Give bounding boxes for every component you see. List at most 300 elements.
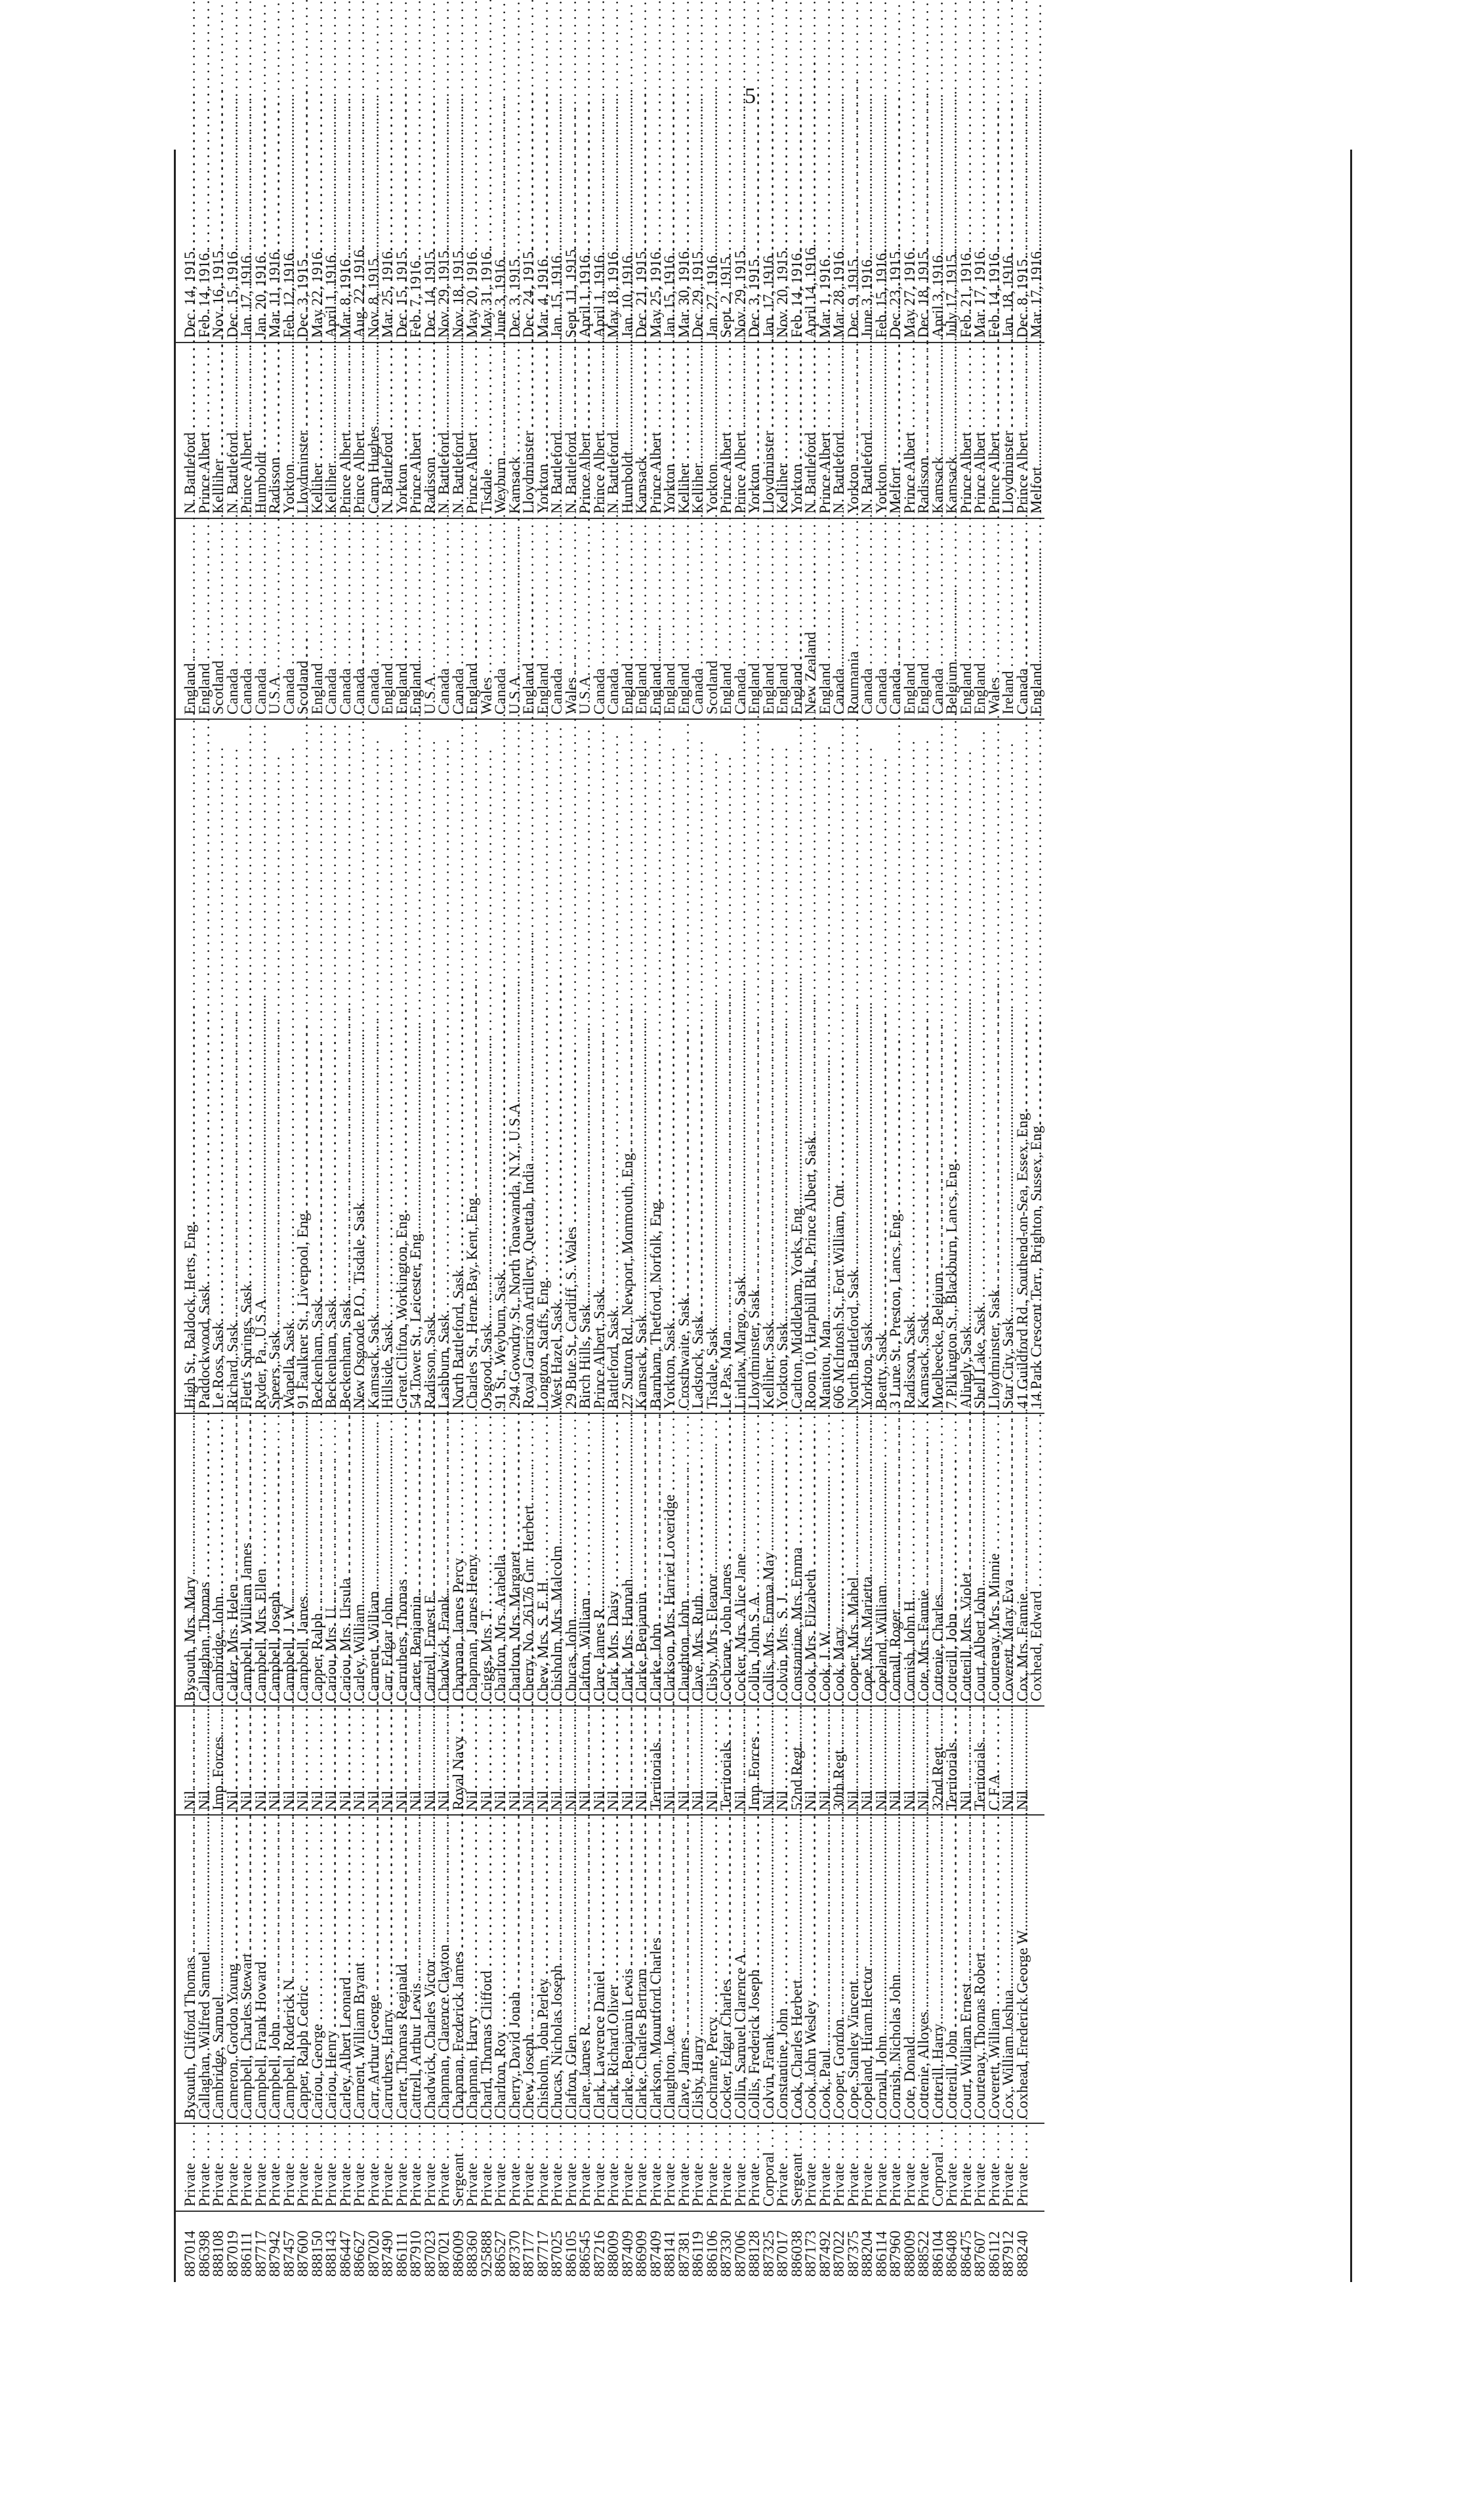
soldier-name-cell: Carter, Thomas Reginald . . . — [396, 1815, 410, 2123]
country-of-birth-cell: Scotland . . . — [297, 518, 311, 719]
regimental-number-cell: 886112 — [985, 2231, 1003, 2277]
soldier-name-cell: Campbell, Frank Howard . . . — [255, 1815, 269, 2123]
next-of-kin-cell: Calder, Mrs. Helen . . . — [226, 1413, 241, 1706]
soldier-name-cell: Cote, Donald . . . — [903, 1815, 918, 2123]
place-of-enlistment-cell: Radisson . . . — [268, 343, 283, 518]
next-of-kin-address-cell: Ryder, Pa., U.S.A. . . . — [255, 719, 269, 1413]
place-of-enlistment-cell: Melfort . . . — [1030, 343, 1044, 518]
rank-cell: Private . . . — [819, 2123, 833, 2211]
date-of-enlistment-cell: May 25, 1916. — [649, 150, 664, 343]
date-of-enlistment-cell: Dec. 29, 1915. — [691, 150, 706, 343]
rank-cell: Private . . . — [974, 2123, 988, 2211]
date-of-enlistment-cell: Feb. 21, 1916. — [960, 150, 974, 343]
date-of-enlistment-cell: Dec. 3, 1915. — [748, 150, 762, 343]
place-of-enlistment-cell: Lloydminster . . . — [522, 343, 537, 518]
next-of-kin-address-cell: New Osgoode P.O., Tisdale, Sask. . . . — [353, 719, 367, 1413]
place-of-enlistment-cell: Yorkton . . . — [537, 343, 551, 518]
next-of-kin-cell: Charlton, Mrs. Margaret . . . — [508, 1413, 523, 1706]
former-corps-cell: Nil — [706, 1706, 720, 1815]
soldier-name-cell: Clarkson, Mountford Charles . . . — [649, 1815, 664, 2123]
next-of-kin-address-cell: North Battleford, Sask. . . . — [452, 719, 466, 1413]
country-of-birth-cell: England . . . — [776, 518, 791, 719]
regimental-number-cell: 887457 — [280, 2230, 298, 2277]
former-corps-cell: Territorials — [974, 1706, 988, 1815]
soldier-name-cell: Clarke, Charles Bertram . . . — [635, 1815, 649, 2123]
place-of-enlistment-cell: Prince Albert . . . — [649, 343, 664, 518]
rank-cell: Private . . . — [508, 2123, 523, 2211]
date-of-enlistment-cell: Feb. 14, 1916. — [198, 150, 213, 343]
date-of-enlistment-cell: June 3, 1916. — [494, 150, 508, 343]
rank-cell: Private . . . — [522, 2123, 537, 2211]
country-of-birth-cell: England . . . — [537, 518, 551, 719]
former-corps-cell: Nil — [176, 1706, 198, 1815]
rank-cell: Private . . . — [903, 2123, 918, 2211]
former-corps-cell: Nil — [297, 1706, 311, 1815]
next-of-kin-cell: Chadwick, Frank . . . — [438, 1413, 452, 1706]
rank-cell: Private . . . — [565, 2123, 579, 2211]
former-corps-cell: Nil — [550, 1706, 565, 1815]
country-of-birth-cell: England . . . — [409, 518, 424, 719]
rank-cell: Private . . . — [283, 2123, 297, 2211]
next-of-kin-address-cell: West Hazel, Sask. . . . — [550, 719, 565, 1413]
former-corps-cell: Nil — [621, 1706, 636, 1815]
regimental-number-cell: 888108 — [210, 2230, 227, 2277]
next-of-kin-address-cell: 91 St., Weyburn, Sask. . . . — [494, 719, 508, 1413]
date-of-enlistment-cell: April 3, 1916. — [932, 150, 946, 343]
rank-cell: Private . . . — [861, 2123, 875, 2211]
next-of-kin-address-cell: Longton, Staffs, Eng. . . . — [537, 719, 551, 1413]
rank-cell: Private . . . — [325, 2123, 339, 2211]
place-of-enlistment-cell: Prince Albert . . . — [720, 343, 734, 518]
former-corps-cell: Nil — [396, 1706, 410, 1815]
place-of-enlistment-cell: Radisson . . . — [424, 343, 438, 518]
regimental-number-cell — [1030, 2211, 1044, 2282]
country-of-birth-cell: New Zealand . . . — [804, 518, 819, 719]
rank-cell: Private . . . — [720, 2123, 734, 2211]
country-of-birth-cell: Canada . . . — [283, 518, 297, 719]
date-of-enlistment-cell: Feb. 7, 1916. — [409, 150, 424, 343]
soldier-name-cell: Cotterill, Harry . . . — [932, 1815, 946, 2123]
former-corps-cell: Nil — [635, 1706, 649, 1815]
rank-cell: Private . . . — [706, 2123, 720, 2211]
next-of-kin-cell: Chew, Mrs. S. E. H. . . . — [537, 1413, 551, 1706]
former-corps-cell: Nil — [381, 1706, 396, 1815]
next-of-kin-cell: Cook, Mary . . . — [833, 1413, 847, 1706]
soldier-name-cell: Cook, John Wesley . . . — [804, 1815, 819, 2123]
next-of-kin-cell: Coverett, Mary Eva . . . — [1002, 1413, 1016, 1706]
soldier-name-cell: Cambridge, Samuel . . . — [212, 1815, 226, 2123]
soldier-name-cell: Cariou, George . . . — [311, 1815, 325, 2123]
next-of-kin-address-cell: 54 Tower St., Leicester, Eng. . . . — [409, 719, 424, 1413]
next-of-kin-cell: Chucas, John . . . — [565, 1413, 579, 1706]
date-of-enlistment-cell: July 17, 1915. — [945, 150, 960, 343]
rank-cell: Private . . . — [1016, 2123, 1031, 2211]
country-of-birth-cell: Canada . . . — [367, 518, 382, 719]
rank-cell: Private . . . — [537, 2123, 551, 2211]
place-of-enlistment-cell: Lloydminster . . . — [297, 343, 311, 518]
rank-cell: Private . . . — [988, 2123, 1002, 2211]
next-of-kin-cell: Bysouth, Mrs. Mary . . . — [176, 1413, 198, 1706]
place-of-enlistment-cell: N. Battleford . . . — [438, 343, 452, 518]
soldier-name-cell: Clave, James . . . — [678, 1815, 692, 2123]
next-of-kin-address-cell: North Battleford, Sask. . . . — [847, 719, 861, 1413]
rank-cell: Sergeant . . . — [452, 2123, 466, 2211]
date-of-enlistment-cell: Aug. 22, 1916. — [353, 150, 367, 343]
next-of-kin-address-cell: Ladstock, Sask. . . . — [691, 719, 706, 1413]
next-of-kin-cell: Cambridge, John . . . — [212, 1413, 226, 1706]
regimental-number-cell: 887717 — [534, 2230, 552, 2277]
soldier-name-cell: Clisby, Harry . . . — [691, 1815, 706, 2123]
next-of-kin-cell: Charlton, Mrs. Arabella . . . — [494, 1413, 508, 1706]
soldier-name-cell: Cornall, John . . . — [875, 1815, 890, 2123]
soldier-name-cell: Chapman, Frederick James . . . — [452, 1815, 466, 2123]
former-corps-cell: Imp. Forces — [212, 1706, 226, 1815]
rank-cell: Private . . . — [212, 2123, 226, 2211]
date-of-enlistment-cell: Mar. 28, 1916. — [833, 150, 847, 343]
former-corps-cell: 30th Regt. — [833, 1706, 847, 1815]
date-of-enlistment-cell: Dec. 23, 1915. — [889, 150, 903, 343]
next-of-kin-address-cell: 29 Bute St., Cardiff, S. Wales . . . — [565, 719, 579, 1413]
table-body — [176, 150, 1044, 2282]
place-of-enlistment-cell: Prince Albert . . . — [903, 343, 918, 518]
soldier-name-cell: Chisholm, John Perley . . . — [537, 1815, 551, 2123]
date-of-enlistment-cell: April 1, 1916. — [325, 150, 339, 343]
former-corps-cell: Nil — [565, 1706, 579, 1815]
place-of-enlistment-cell: Yorkton . . . — [748, 343, 762, 518]
former-corps-cell: C.F.A. — [988, 1706, 1002, 1815]
regimental-number-cell: 887216 — [590, 2230, 608, 2277]
soldier-name-cell: Campbell, Roderick N. . . . — [283, 1815, 297, 2123]
country-of-birth-cell: U.S.A. . . . — [424, 518, 438, 719]
former-corps-cell: Nil — [889, 1706, 903, 1815]
country-of-birth-cell: England . . . — [748, 518, 762, 719]
date-of-enlistment-cell: Jan. 27, 1916. — [706, 150, 720, 343]
regimental-number-cell: 886909 — [633, 2230, 650, 2277]
rank-cell: Private . . . — [833, 2123, 847, 2211]
date-of-enlistment-cell: April 1, 1916. — [579, 150, 593, 343]
place-of-enlistment-cell: Humboldt . . . — [621, 343, 636, 518]
place-of-enlistment-cell: Kamsack . . . — [635, 343, 649, 518]
former-corps-cell: Nil — [339, 1706, 354, 1815]
next-of-kin-cell: Cook, Mrs. Elizabeth . . . — [804, 1413, 819, 1706]
date-of-enlistment-cell: Mar. 11, 1916. — [268, 150, 283, 343]
date-of-enlistment-cell: Dec. 18, 1915. — [917, 150, 932, 343]
next-of-kin-address-cell: 41 Guildford Rd., Southend-on-Sea, Essex, Eng. . . . — [1016, 719, 1031, 1413]
next-of-kin-address-cell: Kamsack, Sask. . . . — [367, 719, 382, 1413]
next-of-kin-address-cell: Le Ross, Sask. . . . — [212, 719, 226, 1413]
next-of-kin-cell: Cocker, Mrs. Alice Jane . . . — [734, 1413, 749, 1706]
next-of-kin-address-cell: Manitou, Man. . . . — [819, 719, 833, 1413]
former-corps-cell: Nil — [438, 1706, 452, 1815]
date-of-enlistment-cell: April 1, 1916. — [593, 150, 608, 343]
former-corps-cell: Nil — [367, 1706, 382, 1815]
regimental-number-cell: 886009 — [449, 2230, 467, 2277]
regimental-number-cell: 887910 — [407, 2230, 424, 2277]
next-of-kin-cell: Campbell, James . . . — [297, 1413, 311, 1706]
rotated-table-container — [176, 150, 1350, 2282]
soldier-name-cell: Courtenay, Thomas Robert . . . — [974, 1815, 988, 2123]
next-of-kin-address-cell: 294 Gowndry St., North Tonawanda, N.Y., U.S.A. . . . — [508, 719, 523, 1413]
next-of-kin-cell: Chapman, James Percy . . . — [452, 1413, 466, 1706]
country-of-birth-cell: Canada . . . — [691, 518, 706, 719]
country-of-birth-cell: U.S.A. . . . — [508, 518, 523, 719]
regimental-number-cell: 925888 — [478, 2230, 495, 2277]
regimental-number-cell: 888150 — [308, 2230, 326, 2277]
regimental-number-cell: 887375 — [844, 2230, 862, 2277]
former-corps-cell: Nil — [875, 1706, 890, 1815]
soldier-name-cell: Cook, Paul . . . — [819, 1815, 833, 2123]
country-of-birth-cell: England . . . — [396, 518, 410, 719]
country-of-birth-cell: England . . . — [176, 518, 198, 719]
soldier-name-cell: Chard, Thomas Clifford . . . — [480, 1815, 495, 2123]
soldier-name-cell: Constantine, John . . . — [776, 1815, 791, 2123]
nominal-roll-table-frame — [174, 150, 1352, 2282]
country-of-birth-cell: Wales . . . — [480, 518, 495, 719]
date-of-enlistment-cell: Dec. 15, 1915. — [396, 150, 410, 343]
rank-cell: Private . . . — [176, 2123, 198, 2211]
next-of-kin-address-cell: Beckenham, Sask. . . . — [311, 719, 325, 1413]
regimental-number-cell: 888240 — [1014, 2230, 1031, 2277]
rank-cell: Private . . . — [663, 2123, 678, 2211]
regimental-number-cell: 887409 — [647, 2230, 665, 2277]
regimental-number-cell: 887960 — [887, 2230, 904, 2277]
date-of-enlistment-cell: Feb. 14, 1916. — [791, 150, 805, 343]
rank-cell: Private . . . — [776, 2123, 791, 2211]
former-corps-cell: Nil — [508, 1706, 523, 1815]
regimental-number-cell: 887600 — [295, 2230, 312, 2277]
date-of-enlistment-cell: May 22, 1916. — [311, 150, 325, 343]
place-of-enlistment-cell: Prince Albert . . . — [988, 343, 1002, 518]
former-corps-cell: Territorials — [649, 1706, 664, 1815]
soldier-name-cell: Collis, Frederick Joseph . . . — [748, 1815, 762, 2123]
next-of-kin-cell: Cook, J. W. . . . — [819, 1413, 833, 1706]
next-of-kin-cell: Chisholm, Mrs. Malcolm . . . — [550, 1413, 565, 1706]
country-of-birth-cell: England . . . — [635, 518, 649, 719]
rank-cell: Private . . . — [480, 2123, 495, 2211]
soldier-name-cell: Chucas, Nicholas Joseph . . . — [550, 1815, 565, 2123]
next-of-kin-cell: Carter, Benjamin . . . — [409, 1413, 424, 1706]
country-of-birth-cell: England . . . — [960, 518, 974, 719]
former-corps-cell: Nil — [847, 1706, 861, 1815]
former-corps-cell: Nil — [762, 1706, 777, 1815]
country-of-birth-cell: Canada . . . — [339, 518, 354, 719]
regimental-number-cell: 887177 — [520, 2230, 537, 2277]
date-of-enlistment-cell: Mar. 8, 1916. — [339, 150, 354, 343]
date-of-enlistment-cell: Dec. 21, 1915. — [635, 150, 649, 343]
country-of-birth-cell: Canada . . . — [452, 518, 466, 719]
next-of-kin-address-cell: Lloydminster, Sask. . . . — [988, 719, 1002, 1413]
former-corps-cell: Nil — [226, 1706, 241, 1815]
place-of-enlistment-cell: Weyburn . . . — [494, 343, 508, 518]
rank-cell: Corporal . . . — [932, 2123, 946, 2211]
next-of-kin-cell: Cooper, Mrs. Mabel . . . — [847, 1413, 861, 1706]
former-corps-cell: Nil — [691, 1706, 706, 1815]
place-of-enlistment-cell: Kamsack . . . — [932, 343, 946, 518]
former-corps-cell: Nil — [424, 1706, 438, 1815]
place-of-enlistment-cell: N. Battleford . . . — [176, 343, 198, 518]
place-of-enlistment-cell: N. Battleford . . . — [550, 343, 565, 518]
regimental-number-cell: 888204 — [859, 2230, 876, 2277]
soldier-name-cell: Carment, William Bryant . . . — [353, 1815, 367, 2123]
rank-cell: Private . . . — [847, 2123, 861, 2211]
page-number: 5 — [745, 84, 756, 108]
soldier-name-cell: Cornish, Nicholas John . . . — [889, 1815, 903, 2123]
next-of-kin-address-cell: Hillside, Sask. . . . — [381, 719, 396, 1413]
next-of-kin-address-cell: Tisdale, Sask. . . . — [706, 719, 720, 1413]
country-of-birth-cell: England . . . — [381, 518, 396, 719]
place-of-enlistment-cell: Prince Albert . . . — [198, 343, 213, 518]
date-of-enlistment-cell: Feb. 15, 1916. — [875, 150, 890, 343]
next-of-kin-cell: Claughton, John . . . — [678, 1413, 692, 1706]
rank-cell: Private . . . — [593, 2123, 608, 2211]
rank-cell: Private . . . — [691, 2123, 706, 2211]
place-of-enlistment-cell: Yorkton . . . — [663, 343, 678, 518]
date-of-enlistment-cell: Jan. 17, 1916. — [240, 150, 255, 343]
date-of-enlistment-cell: Nov. 8, 1915. — [367, 150, 382, 343]
soldier-name-cell: Cariou, Henry . . . — [325, 1815, 339, 2123]
place-of-enlistment-cell: Prince Albert . . . — [1016, 343, 1031, 518]
regimental-number-cell: 888009 — [605, 2230, 622, 2277]
place-of-enlistment-cell: Prince Albert . . . — [734, 343, 749, 518]
next-of-kin-address-cell: Room 10, Harphill Blk., Prince Albert, Sask. . . . — [804, 719, 819, 1413]
next-of-kin-cell: Chapman, James Henry . . . — [466, 1413, 480, 1706]
place-of-enlistment-cell: N. Battleford . . . — [226, 343, 241, 518]
country-of-birth-cell: Ireland . . . — [1002, 518, 1016, 719]
rank-cell: Private . . . — [917, 2123, 932, 2211]
former-corps-cell: Nil — [917, 1706, 932, 1815]
rank-cell: Private . . . — [339, 2123, 354, 2211]
rank-cell: Private . . . — [960, 2123, 974, 2211]
country-of-birth-cell: Canada . . . — [861, 518, 875, 719]
country-of-birth-cell: England . . . — [762, 518, 777, 719]
regimental-number-cell: 887942 — [266, 2230, 283, 2277]
next-of-kin-cell: Carr, Edgar John . . . — [381, 1413, 396, 1706]
country-of-birth-cell: England . . . — [522, 518, 537, 719]
place-of-enlistment-cell: Kelliher . . . — [776, 343, 791, 518]
country-of-birth-cell: Canada . . . — [438, 518, 452, 719]
place-of-enlistment-cell: Prince Albert . . . — [960, 343, 974, 518]
rank-cell: Private . . . — [875, 2123, 890, 2211]
place-of-enlistment-cell: Prince Albert . . . — [819, 343, 833, 518]
country-of-birth-cell: U.S.A. . . . — [268, 518, 283, 719]
country-of-birth-cell: Belgium . . . — [945, 518, 960, 719]
next-of-kin-address-cell: Richard, Sask. . . . — [226, 719, 241, 1413]
date-of-enlistment-cell: May 20, 1916. — [466, 150, 480, 343]
rank-cell: Private . . . — [297, 2123, 311, 2211]
rank-cell: Private . . . — [494, 2123, 508, 2211]
regimental-number-cell: 887607 — [972, 2230, 989, 2277]
soldier-name-cell: Capper, Ralph Cedric . . . — [297, 1815, 311, 2123]
regimental-number-cell: 887017 — [774, 2230, 791, 2277]
rank-cell: Private . . . — [678, 2123, 692, 2211]
place-of-enlistment-cell: Camp Hughes . . . — [367, 343, 382, 518]
regimental-number-cell: 887173 — [802, 2230, 819, 2277]
date-of-enlistment-cell: Nov. 18, 1915. — [452, 150, 466, 343]
rank-cell — [1030, 2123, 1044, 2211]
place-of-enlistment-cell: Radisson . . . — [917, 343, 932, 518]
next-of-kin-cell: Carley, William . . . — [353, 1413, 367, 1706]
soldier-name-cell: Carr, Arthur George . . . — [367, 1815, 382, 2123]
place-of-enlistment-cell: N. Battleford . . . — [833, 343, 847, 518]
former-corps-cell: Nil — [607, 1706, 621, 1815]
soldier-name-cell: Cook, Charles Herbert . . . — [791, 1815, 805, 2123]
place-of-enlistment-cell: Prince Albert . . . — [339, 343, 354, 518]
regimental-number-cell: 888360 — [464, 2230, 481, 2277]
place-of-enlistment-cell: Kelliher . . . — [678, 343, 692, 518]
place-of-enlistment-cell: Humboldt . . . — [255, 343, 269, 518]
country-of-birth-cell: England . . . — [903, 518, 918, 719]
soldier-name-cell: Collin, Samuel Clarence A. . . . — [734, 1815, 749, 2123]
date-of-enlistment-cell: Dec. 9, 1915. — [847, 150, 861, 343]
regimental-number-cell: 888128 — [746, 2230, 763, 2277]
soldier-name-cell: Claughton, Joe . . . — [663, 1815, 678, 2123]
regimental-number-cell: 886111 — [238, 2232, 255, 2277]
regimental-number-cell: 887025 — [548, 2230, 566, 2277]
former-corps-cell: Nil — [960, 1706, 974, 1815]
former-corps-cell: Nil — [734, 1706, 749, 1815]
place-of-enlistment-cell: N. Battleford . . . — [607, 343, 621, 518]
next-of-kin-address-cell: Beatty, Sask. . . . — [875, 719, 890, 1413]
rank-cell: Private . . . — [396, 2123, 410, 2211]
place-of-enlistment-cell: Prince Albert . . . — [466, 343, 480, 518]
soldier-name-cell: Clark, Richard Oliver . . . — [607, 1815, 621, 2123]
next-of-kin-cell: Cotterill, Mrs. Violet . . . — [960, 1413, 974, 1706]
former-corps-cell: Nil — [579, 1706, 593, 1815]
date-of-enlistment-cell: Mar. 17, 1916. — [974, 150, 988, 343]
regimental-number-cell: 886398 — [196, 2230, 213, 2277]
former-corps-cell: Territorials — [945, 1706, 960, 1815]
rank-cell: Private . . . — [649, 2123, 664, 2211]
regimental-number-cell: 886111 — [393, 2232, 411, 2277]
rank-cell: Private . . . — [466, 2123, 480, 2211]
country-of-birth-cell: England . . . — [720, 518, 734, 719]
soldier-name-cell: Chadwick, Charles Victor . . . — [424, 1815, 438, 2123]
next-of-kin-cell: Callaghan, Thomas . . . — [198, 1413, 213, 1706]
country-of-birth-cell: England . . . — [974, 518, 988, 719]
former-corps-cell: Nil — [1002, 1706, 1016, 1815]
former-corps-cell: Nil — [678, 1706, 692, 1815]
next-of-kin-cell: Clare, James R. . . . — [593, 1413, 608, 1706]
rank-cell: Corporal . . . — [762, 2123, 777, 2211]
next-of-kin-address-cell: 91 Faulkner St., Liverpool, Eng. . . . — [297, 719, 311, 1413]
date-of-enlistment-cell: Dec. 14, 1915. — [424, 150, 438, 343]
country-of-birth-cell: U.S.A. . . . — [579, 518, 593, 719]
rank-cell: Private . . . — [804, 2123, 819, 2211]
next-of-kin-cell: Clark, Mrs. Hannah . . . — [621, 1413, 636, 1706]
place-of-enlistment-cell: N. Battleford . . . — [381, 343, 396, 518]
next-of-kin-address-cell: Crosthwaite, Sask. . . . — [678, 719, 692, 1413]
rank-cell: Private . . . — [240, 2123, 255, 2211]
country-of-birth-cell: Canada . . . — [1016, 518, 1031, 719]
rank-cell: Private . . . — [635, 2123, 649, 2211]
former-corps-cell: Nil — [804, 1706, 819, 1815]
next-of-kin-cell: Campbell, Mrs. Ellen . . . — [255, 1413, 269, 1706]
rank-cell: Private . . . — [607, 2123, 621, 2211]
former-corps-cell: Nil — [325, 1706, 339, 1815]
date-of-enlistment-cell: May 27, 1916. — [903, 150, 918, 343]
next-of-kin-cell: Cattrell, Ernest E. . . . — [424, 1413, 438, 1706]
next-of-kin-address-cell: Beckenham, Sask. . . . — [325, 719, 339, 1413]
next-of-kin-cell: Clark, Mrs. Daisy . . . — [607, 1413, 621, 1706]
next-of-kin-cell: Cornish, John H. . . . — [903, 1413, 918, 1706]
former-corps-cell: Nil — [198, 1706, 213, 1815]
next-of-kin-address-cell: Paddockwood, Sask. . . . — [198, 719, 213, 1413]
former-corps-cell: Territorials — [720, 1706, 734, 1815]
next-of-kin-address-cell: Lashburn, Sask. . . . — [438, 719, 452, 1413]
former-corps-cell: Nil — [494, 1706, 508, 1815]
date-of-enlistment-cell: Mar. 1, 1916. — [819, 150, 833, 343]
place-of-enlistment-cell: Yorkton . . . — [847, 343, 861, 518]
